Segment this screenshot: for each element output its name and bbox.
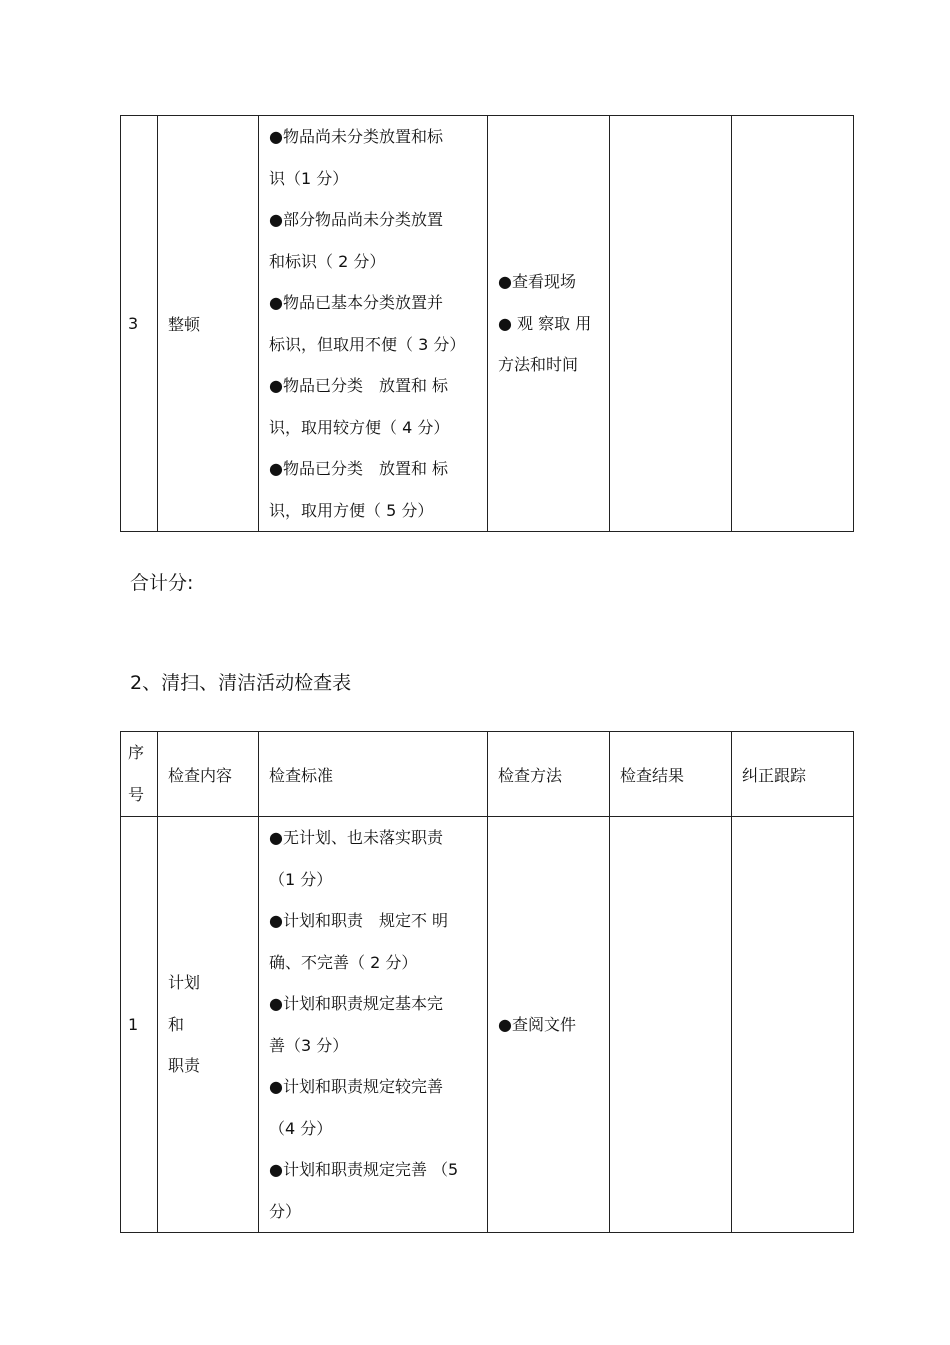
criteria-line: ●计划和职责规定基本完 — [269, 994, 443, 1013]
check-method — [488, 817, 610, 1233]
criteria-line: ●物品已分类 放置和 标 — [269, 459, 449, 478]
table-header-row — [121, 732, 854, 817]
item-line: 和 — [168, 1014, 185, 1034]
method-line: ●查看现场 — [498, 272, 576, 292]
check-criteria — [259, 817, 488, 1233]
criteria-line: 分） — [269, 1201, 302, 1221]
criteria-line: ●物品已基本分类放置并 — [269, 293, 443, 312]
header-number-line: 序 — [128, 743, 145, 762]
criteria-line: 识，取用方便（ 5 分） — [269, 500, 434, 520]
check-criteria — [259, 116, 488, 532]
criteria-line: （4 分） — [269, 1118, 333, 1138]
criteria-line: ●计划和职责规定完善 （5 — [269, 1160, 459, 1179]
header-number-line: 号 — [128, 785, 145, 804]
criteria-line: 识（1 分） — [269, 168, 349, 188]
row-number: 3 — [121, 116, 158, 532]
item-line: 职责 — [168, 1056, 201, 1076]
check-method — [488, 116, 610, 532]
item-line: 计划 — [168, 973, 201, 993]
criteria-line: ●无计划、也未落实职责 — [269, 828, 443, 847]
criteria-line: ●部分物品尚未分类放置 — [269, 210, 443, 229]
check-item: 整顿 — [158, 116, 259, 532]
criteria-line: （1 分） — [269, 869, 333, 889]
header-tracking: 纠正跟踪 — [732, 732, 854, 817]
table-row — [121, 116, 854, 532]
header-standard: 检查标准 — [259, 732, 488, 817]
total-score-label: 合计分: — [130, 572, 194, 594]
header-result: 检查结果 — [610, 732, 732, 817]
criteria-line: 确、不完善（ 2 分） — [269, 952, 418, 972]
header-content: 检查内容 — [158, 732, 259, 817]
header-number — [121, 732, 158, 817]
row-number: 1 — [121, 817, 158, 1233]
criteria-line: ●物品已分类 放置和 标 — [269, 376, 449, 395]
method-line: ●查阅文件 — [498, 1014, 576, 1034]
check-item — [158, 817, 259, 1233]
criteria-line: 和标识（ 2 分） — [269, 251, 386, 271]
section-title: 2、清扫、清洁活动检查表 — [130, 672, 352, 694]
correction-tracking-cell — [732, 116, 854, 532]
method-line: ● 观 察取 用 — [498, 313, 592, 333]
correction-tracking-cell — [732, 817, 854, 1233]
check-result-cell — [610, 817, 732, 1233]
criteria-line: ●计划和职责规定较完善 — [269, 1077, 443, 1096]
criteria-line: ●计划和职责 规定不 明 — [269, 911, 449, 930]
criteria-line: 识，取用较方便（ 4 分） — [269, 417, 450, 437]
criteria-line: ●物品尚未分类放置和标 — [269, 127, 443, 146]
criteria-line: 标识，但取用不便（ 3 分） — [269, 334, 466, 354]
method-line: 方法和时间 — [498, 355, 579, 375]
header-method: 检查方法 — [488, 732, 610, 817]
table-row — [121, 817, 854, 1233]
inspection-table-cleaning — [120, 731, 854, 1233]
check-result-cell — [610, 116, 732, 532]
criteria-line: 善（3 分） — [269, 1035, 349, 1055]
inspection-table-organize — [120, 115, 854, 532]
